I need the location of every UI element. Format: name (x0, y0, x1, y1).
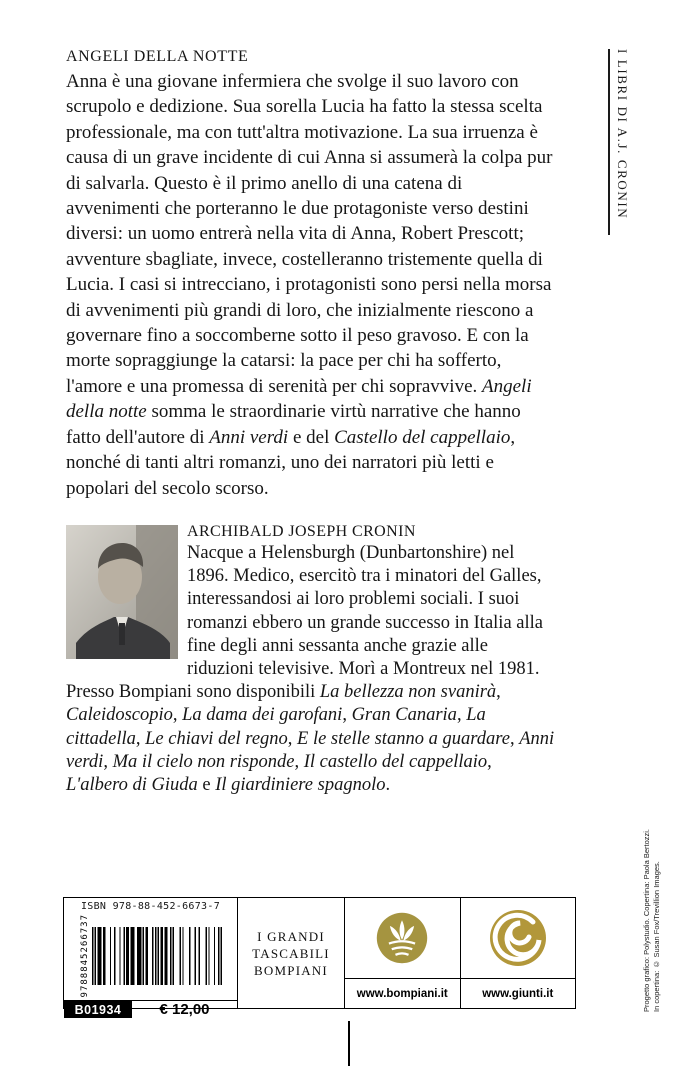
series-name-line: TASCABILI (252, 945, 330, 961)
fold-registration-mark (348, 1021, 350, 1066)
series-name-line: BOMPIANI (254, 962, 328, 978)
barcode-area (64, 912, 237, 1000)
bompiani-cell (345, 898, 460, 1008)
photo-credits (642, 812, 662, 1012)
back-cover-text-column (66, 48, 558, 797)
bompiani-url: www.bompiani.it (345, 978, 460, 1008)
barcode-icon (92, 927, 222, 985)
price-row (64, 1000, 237, 1018)
spine-series-title: I LIBRI DI A.J. CRONIN (615, 49, 630, 220)
giunti-cell (460, 898, 576, 1008)
bompiani-logo-area (345, 898, 460, 978)
author-section (66, 522, 558, 797)
publisher-bar (63, 897, 576, 1019)
series-name-line: I GRANDI (257, 928, 325, 944)
book-title: ANGELI DELLA NOTTE (66, 48, 249, 65)
series-cell (238, 898, 345, 1008)
credit-line: In copertina: © Susan Fox/Trevillion Images. (652, 861, 661, 1012)
synopsis-paragraph: Anna è una giovane infermiera che svolge il suo lavoro con scrupolo e dedizione. Sua sorella Lucia ha fatto la stessa scelta professionale, ma con tutt'altra motivazione. La sua irruenza è causa di un grave incidente di cui Anna si assumerà la colpa pur di salvarla. Questo è il primo anello di una catena di avvenimenti che porteranno le due protagoniste verso destini diversi: un uomo entrerà nella vita di Anna, Robert Prescott; avventure sbagliate, invece, costelleranno tristemente quella di Lucia. I casi si intrecciano, i protagonisti sono persi nella morsa di avvenimenti più grandi di loro, che inizialmente riescono a governare fino a soccomberne sotto il peso gravoso. E con la morte sopraggiunge la catarsi: la pace per chi ha sofferto, l'amore e una promessa di serenità per chi sopravvive. Angeli della notte somma le straordinarie virtù narrative che hanno fatto dell'autore di Anni verdi e del Castello del cappellaio, nonché di tanti altri romanzi, uno dei narratori più letti e popolari del secolo scorso. (66, 71, 553, 499)
barcode-digits: 9788845266737 (79, 914, 90, 998)
giunti-url: www.giunti.it (461, 978, 576, 1008)
isbn-cell (64, 898, 238, 1019)
price-label: € 12,00 (159, 1001, 210, 1019)
author-photo (66, 525, 178, 659)
bompiani-flower-logo-icon (374, 910, 430, 966)
giunti-spiral-logo-icon (488, 908, 548, 968)
product-code-badge: B01934 (64, 1001, 132, 1018)
author-portrait-image (66, 525, 178, 659)
credit-line: Progetto grafico: Polystudio. Copertina: Paola Bertozzi. (642, 828, 651, 1012)
author-bio-paragraph: Nacque a Helensburgh (Dunbartonshire) nel 1896. Medico, esercitò tra i minatori del Galles, interessandosi ai loro problemi sociali. I suoi romanzi ebbero un grande successo in Italia alla fine degli anni sessanta anche grazie alle riduzioni televisive. Morì a Montreux nel 1981. Presso Bompiani sono disponibili La bellezza non svanirà, Caleidoscopio, La dama dei garofani, Gran Canaria, La cittadella, Le chiavi del regno, E le stelle stanno a guardare, Anni verdi, Ma il cielo non risponde, Il castello del cappellaio, L'albero di Giuda e Il giardiniere spagnolo. (66, 542, 555, 795)
isbn-label: ISBN 978-88-452-6673-7 (80, 901, 221, 912)
author-name-heading: ARCHIBALD JOSEPH CRONIN (187, 522, 416, 540)
giunti-logo-area (461, 898, 576, 978)
spine-divider-line (608, 49, 610, 235)
